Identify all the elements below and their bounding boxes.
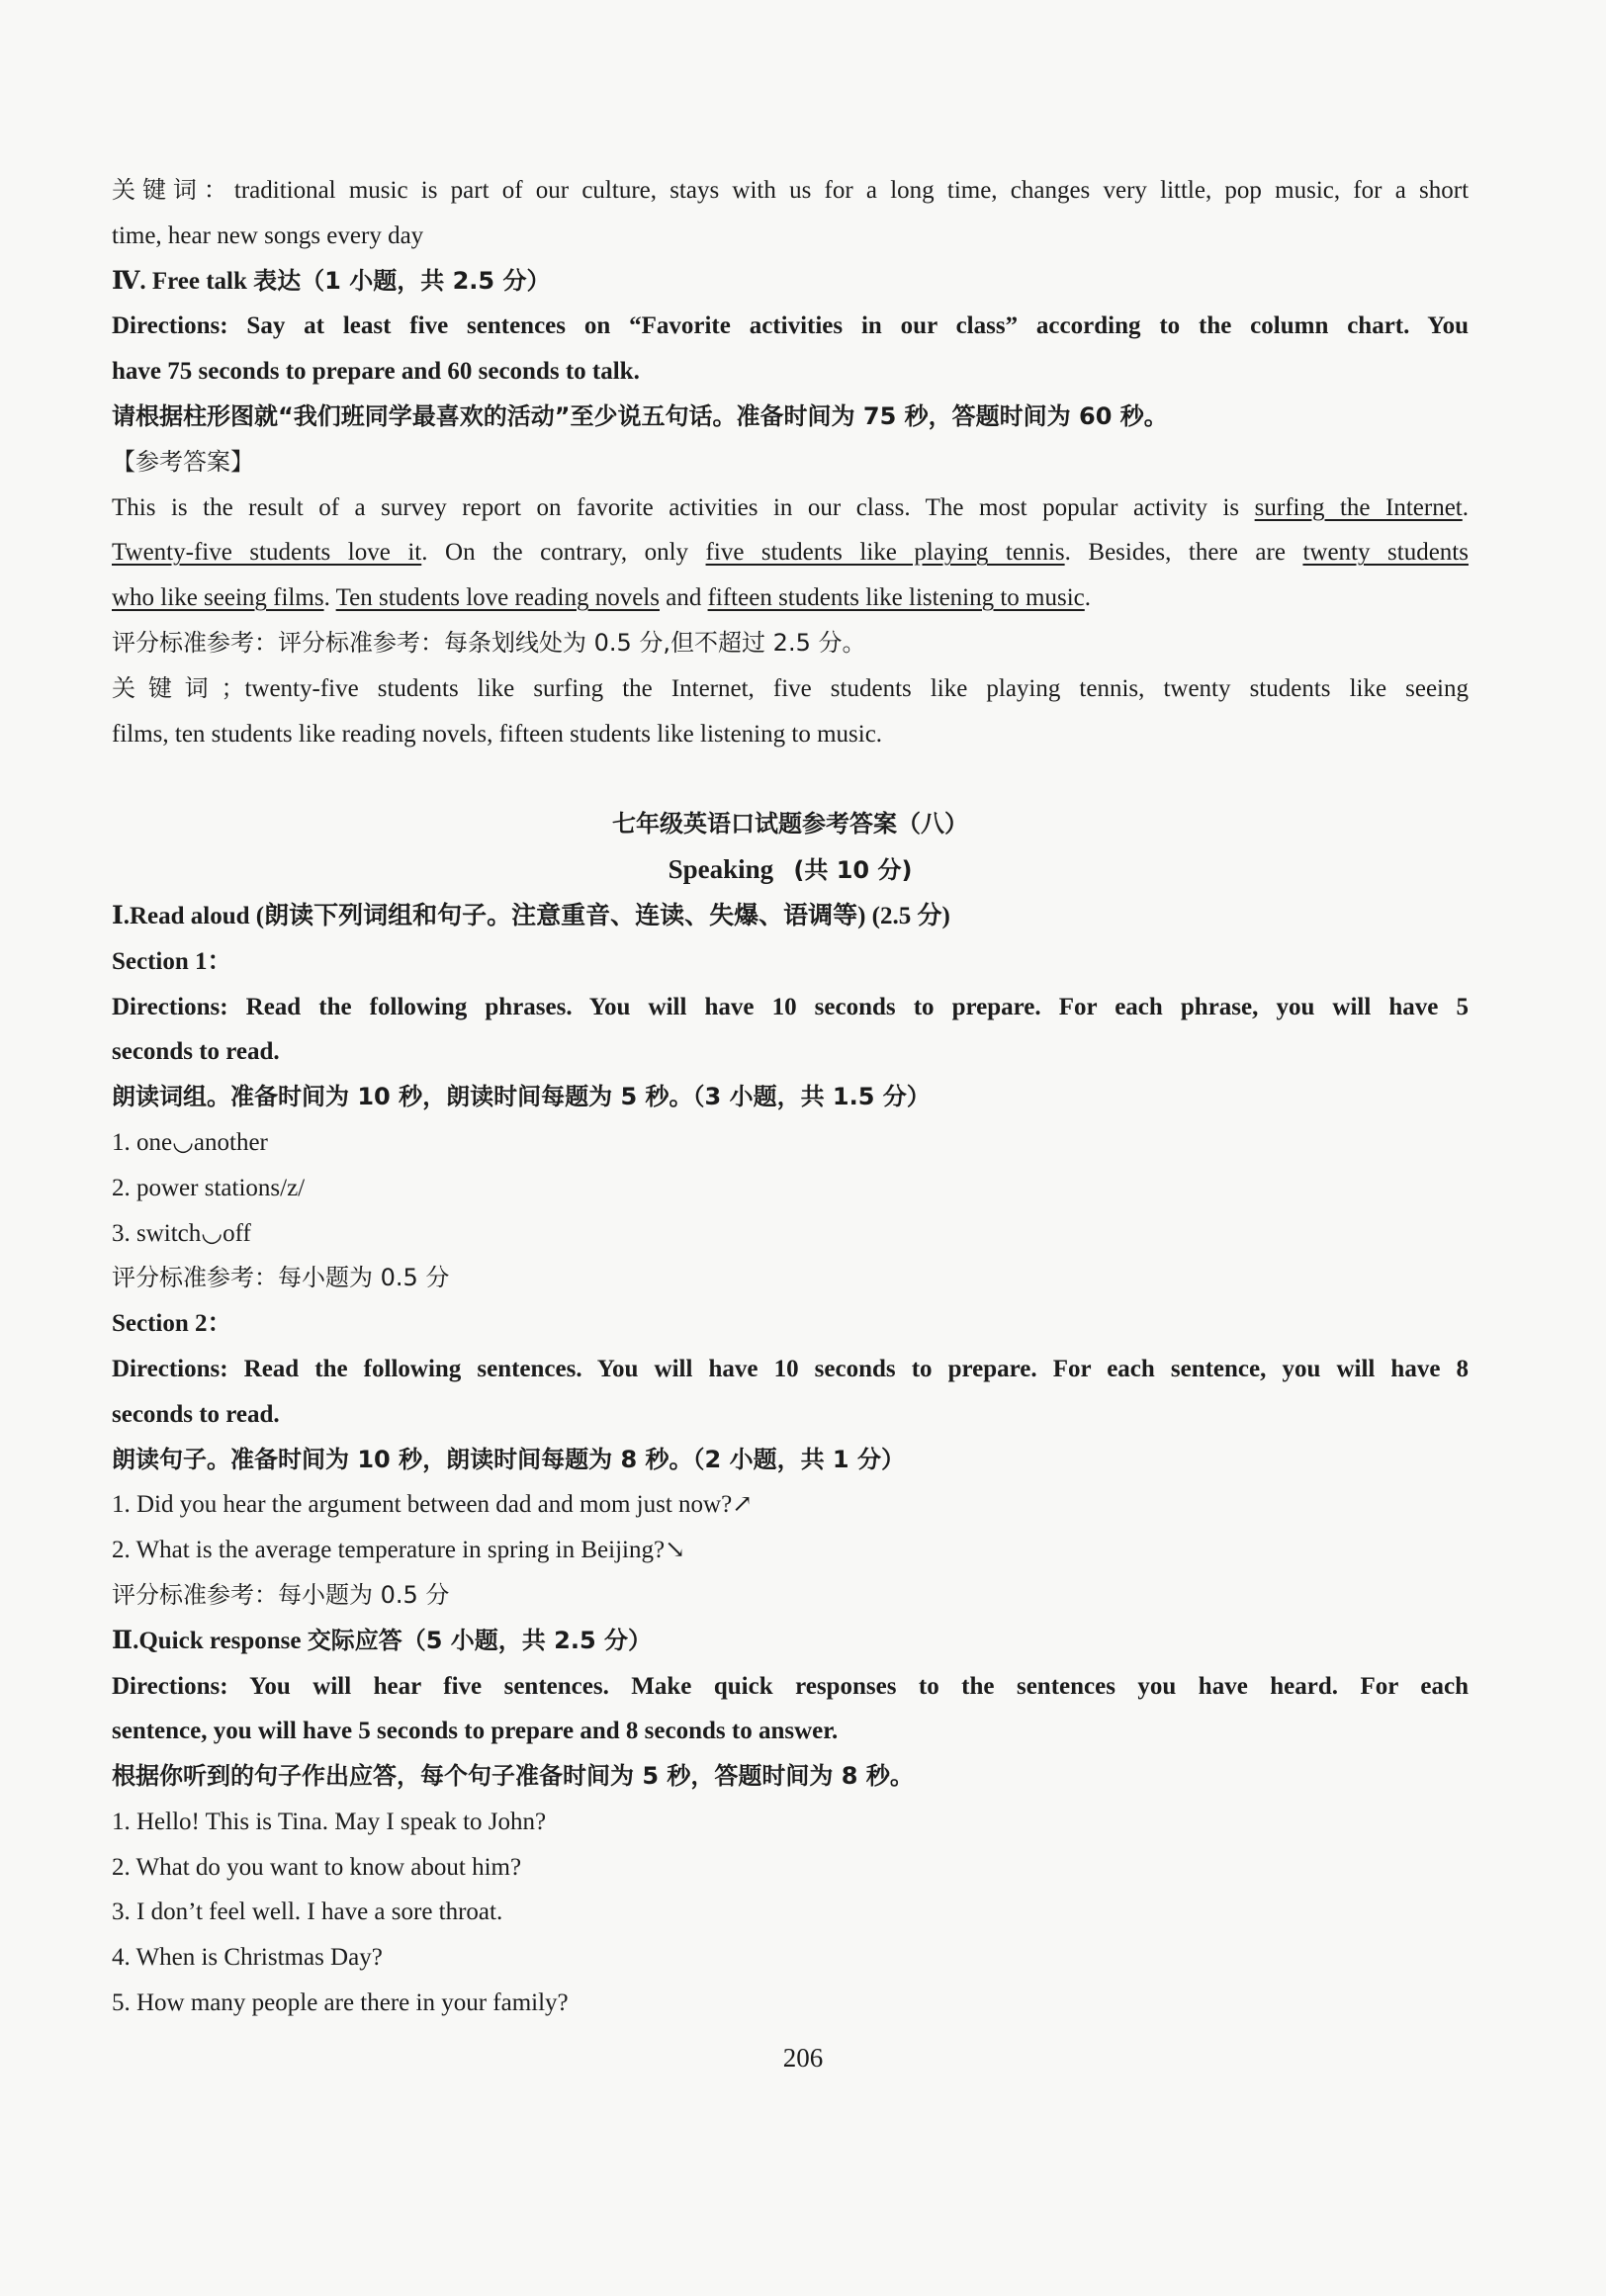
answer-underline: twenty students xyxy=(1302,539,1469,567)
section2-scoring: 评分标准参考：每小题为 0.5 分 xyxy=(112,1580,450,1609)
free-talk-scoring: 评分标准参考：评分标准参考：每条划线处为 0.5 分,但不超过 2.5 分。 xyxy=(112,628,866,657)
keywords-line-2: time, hear new songs every day xyxy=(112,221,424,249)
keywords-text: twenty-five students like surfing the Internet, five students like playing tennis, twenty students like seeing xyxy=(244,674,1469,702)
keywords-label: 关键词： xyxy=(112,176,234,204)
quick-response-heading xyxy=(112,1619,1469,1664)
list-item: 1. Did you hear the argument between dad and mom just now?↗ xyxy=(112,1491,754,1519)
section2-directions-cn: 朗读句子。准备时间为 10 秒，朗读时间每题为 8 秒。（2 小题，共 1 分） xyxy=(112,1445,905,1473)
free-talk-directions-1: Directions: Say at least five sentences on “Favorite activities in our class” according to the column chart. You xyxy=(112,312,1469,340)
exam-subtitle xyxy=(112,847,1469,894)
list-item: 2. What do you want to know about him? xyxy=(112,1853,522,1881)
answer-text: and xyxy=(659,584,708,612)
section1-label: Section 1： xyxy=(112,947,232,975)
heading-number: Ⅳ. xyxy=(112,267,146,295)
answer-text: This is the result of a survey report on favorite activities in our class. The most popular activity is xyxy=(112,493,1255,521)
list-item: 3. switch◡off xyxy=(112,1219,251,1247)
list-item: 4. When is Christmas Day? xyxy=(112,1944,383,1972)
answer-underline: Twenty-five students love it xyxy=(112,539,422,567)
answer-text: . xyxy=(1462,493,1469,521)
free-talk-keywords-1 xyxy=(112,666,1469,712)
reference-answer-label: 【参考答案】 xyxy=(112,447,254,476)
answer-text: . xyxy=(1084,584,1092,612)
section2-directions-1: Directions: Read the following sentences. You will have 10 seconds to prepare. For each sentence, you will have 8 xyxy=(112,1355,1469,1382)
answer-underline: Ten students love reading novels xyxy=(335,584,660,612)
heading-text: Read aloud (朗读下列词组和句子。注意重音、连读、失爆、语调等) (2.5 分) xyxy=(129,902,950,929)
answer-line-1 xyxy=(112,486,1469,531)
answer-text: . On the contrary, only xyxy=(421,539,706,567)
free-talk-heading xyxy=(112,259,1469,305)
page-content xyxy=(112,168,1469,2026)
section1-scoring: 评分标准参考：每小题为 0.5 分 xyxy=(112,1264,450,1292)
list-item: 1. Hello! This is Tina. May I speak to John? xyxy=(112,1808,547,1835)
keywords-line-1 xyxy=(112,168,1469,214)
section2-label: Section 2： xyxy=(112,1310,232,1338)
answer-line-3 xyxy=(112,575,1469,621)
read-aloud-heading xyxy=(112,894,1469,939)
heading-en: Free talk xyxy=(151,267,247,295)
heading-cn: 交际应答（5 小题，共 2.5 分） xyxy=(307,1626,653,1654)
answer-underline: who like seeing films xyxy=(112,584,324,612)
answer-underline: fifteen students like listening to music xyxy=(707,584,1085,612)
section1-directions-2: seconds to read. xyxy=(112,1038,280,1066)
heading-number: Ⅰ. xyxy=(112,902,130,929)
quick-response-directions-cn: 根据你听到的句子作出应答，每个句子准备时间为 5 秒，答题时间为 8 秒。 xyxy=(112,1762,914,1791)
list-item: 5. How many people are there in your family? xyxy=(112,1989,569,2017)
quick-response-directions-2: sentence, you will have 5 seconds to prepare and 8 seconds to answer. xyxy=(112,1718,839,1745)
list-item: 3. I don’t feel well. I have a sore throat. xyxy=(112,1899,503,1926)
keywords-label: 关键词； xyxy=(112,673,245,702)
section2-directions-2: seconds to read. xyxy=(112,1400,280,1428)
heading-cn: 表达（1 小题，共 2.5 分） xyxy=(253,266,551,295)
list-item: 2. power stations/z/ xyxy=(112,1174,306,1201)
list-item: 2. What is the average temperature in spring in Beijing?↘ xyxy=(112,1537,686,1564)
answer-underline: five students like playing tennis xyxy=(705,539,1065,567)
keywords-text: traditional music is part of our culture, stays with us for a long time, changes very little, pop music, for a short xyxy=(233,177,1470,204)
answer-text: . xyxy=(323,584,336,612)
heading-en: Quick response xyxy=(138,1627,302,1654)
answer-underline: surfing the Internet xyxy=(1254,493,1463,521)
list-item: 1. one◡another xyxy=(112,1128,268,1156)
answer-line-2 xyxy=(112,530,1469,575)
free-talk-directions-cn: 请根据柱形图就“我们班同学最喜欢的活动”至少说五句话。准备时间为 75 秒，答题时间为 60 秒。 xyxy=(112,401,1168,430)
subtitle-en: Speaking xyxy=(668,854,774,885)
subtitle-cn: (共 10 分) xyxy=(793,856,913,885)
heading-number: Ⅱ. xyxy=(112,1627,139,1654)
free-talk-keywords-2: films, ten students like reading novels, fifteen students like listening to music. xyxy=(112,720,883,748)
section1-directions-1: Directions: Read the following phrases. You will have 10 seconds to prepare. For each phrase, you will have 5 xyxy=(112,993,1469,1020)
free-talk-directions-2: have 75 seconds to prepare and 60 seconds to talk. xyxy=(112,358,640,386)
page-number: 206 xyxy=(782,2043,824,2073)
exam-title: 七年级英语口试题参考答案（八） xyxy=(612,810,968,839)
answer-text: . Besides, there are xyxy=(1064,539,1303,567)
quick-response-directions-1: Directions: You will hear five sentences. Make quick responses to the sentences you have heard. For each xyxy=(112,1672,1469,1700)
section1-directions-cn: 朗读词组。准备时间为 10 秒，朗读时间每题为 5 秒。（3 小题，共 1.5 分） xyxy=(112,1083,931,1111)
